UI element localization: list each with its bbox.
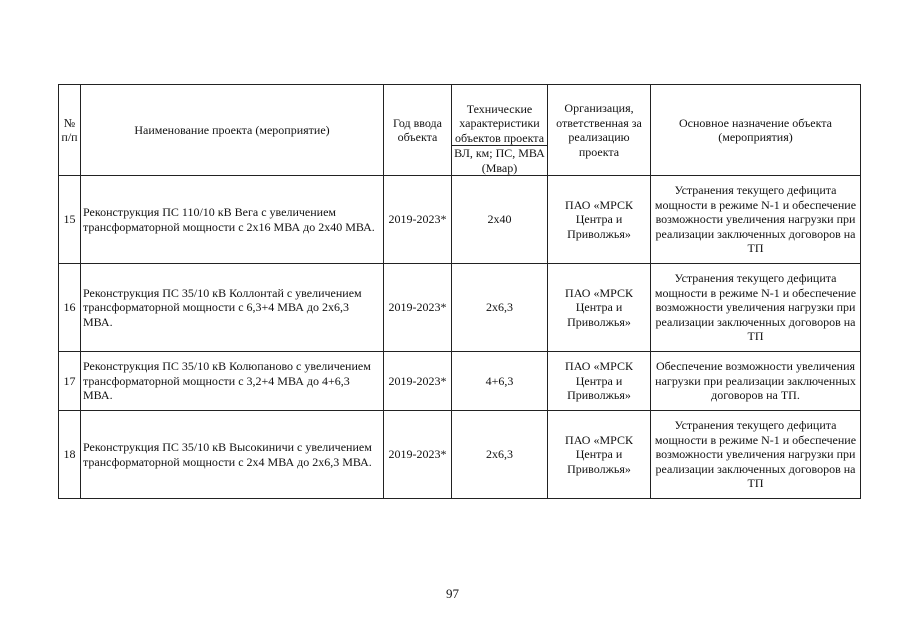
row-org: ПАО «МРСК Центра и Приволжья»: [548, 411, 651, 499]
row-tech: 2х40: [452, 176, 548, 264]
row-purpose: Устранения текущего дефицита мощности в режиме N-1 и обеспечение возможности увеличения нагрузки при реализации заключенных договоров на ТП: [651, 176, 861, 264]
row-num: 16: [59, 264, 81, 352]
table-row: [59, 411, 861, 499]
row-tech: 2х6,3: [452, 264, 548, 352]
page-number: 97: [446, 586, 459, 601]
header-tech: Технические характеристики объектов проекта: [452, 85, 548, 146]
row-year: 2019-2023*: [384, 264, 452, 352]
row-purpose: Устранения текущего дефицита мощности в режиме N-1 и обеспечение возможности увеличения нагрузки при реализации заключенных договоров на ТП: [651, 411, 861, 499]
row-org: ПАО «МРСК Центра и Приволжья»: [548, 176, 651, 264]
row-num: 17: [59, 352, 81, 411]
row-org: ПАО «МРСК Центра и Приволжья»: [548, 264, 651, 352]
row-tech: 4+6,3: [452, 352, 548, 411]
row-name: Реконструкция ПС 35/10 кВ Высокиничи с увеличением трансформаторной мощности с 2х4 МВА до 2х6,3 МВА.: [81, 411, 384, 499]
header-year: Год ввода объекта: [384, 85, 452, 176]
row-org: ПАО «МРСК Центра и Приволжья»: [548, 352, 651, 411]
row-year: 2019-2023*: [384, 411, 452, 499]
row-name: Реконструкция ПС 35/10 кВ Коллонтай с увеличением трансформаторной мощности с 6,3+4 МВА до 2х6,3 МВА.: [81, 264, 384, 352]
row-year: 2019-2023*: [384, 176, 452, 264]
row-purpose: Обеспечение возможности увеличения нагрузки при реализации заключенных договоров на ТП.: [651, 352, 861, 411]
table-row: [59, 176, 861, 264]
header-tech-units: ВЛ, км; ПС, МВА (Мвар): [452, 146, 548, 176]
table-row: [59, 352, 861, 411]
row-name: Реконструкция ПС 110/10 кВ Вега с увеличением трансформаторной мощности с 2х16 МВА до 2х40 МВА.: [81, 176, 384, 264]
table-row: [59, 264, 861, 352]
header-num: № п/п: [59, 85, 81, 176]
table-body: [59, 176, 861, 499]
row-year: 2019-2023*: [384, 352, 452, 411]
projects-table: [58, 84, 861, 499]
table-header: [59, 85, 861, 176]
row-purpose: Устранения текущего дефицита мощности в режиме N-1 и обеспечение возможности увеличения нагрузки при реализации заключенных договоров на ТП: [651, 264, 861, 352]
header-org: Организация, ответственная за реализацию проекта: [548, 85, 651, 176]
header-name: Наименование проекта (мероприятие): [81, 85, 384, 176]
row-num: 18: [59, 411, 81, 499]
header-purpose: Основное назначение объекта (мероприятия): [651, 85, 861, 176]
row-tech: 2х6,3: [452, 411, 548, 499]
row-num: 15: [59, 176, 81, 264]
row-name: Реконструкция ПС 35/10 кВ Колюпаново с увеличением трансформаторной мощности с 3,2+4 МВА до 4+6,3 МВА.: [81, 352, 384, 411]
